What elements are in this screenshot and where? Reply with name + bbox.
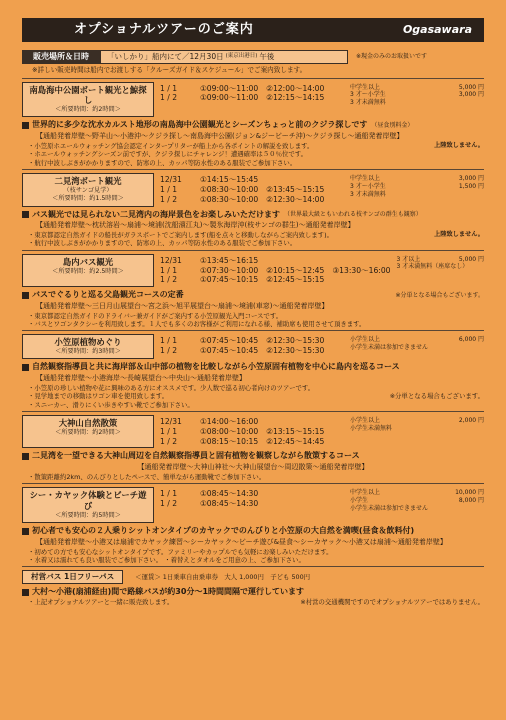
- divider: [22, 330, 484, 331]
- tour-plants: [22, 334, 484, 359]
- route: 【通船発着岸壁〜三日月山展望台〜宮之浜〜旭平展望台〜扇浦〜境浦(車窓)〜通船発着岸壁】: [36, 301, 329, 310]
- title-bar: [22, 18, 484, 42]
- note-line: ・東京都認定自然ガイドの船長がガラスボートでご案内します(船を点々と移動しながらご案内致します)。 上陸致しません。: [28, 231, 484, 239]
- tour-price: 中学生以上 10,000 円 小学生 8,000 円 小学生未満は参加できません: [350, 489, 484, 512]
- square-bullet-icon: [22, 453, 29, 460]
- note-line: ・小笠原ホエールウォッチング協会認定インタープリターが船上から各ポイントの解説を致します。 上陸致しません。: [28, 141, 484, 150]
- tour-whale-boat: [22, 82, 484, 118]
- tour-name-box: 小笠原植物めぐり ＜所要時間：約3時間＞: [22, 334, 154, 359]
- sales-value: 「いしかり」船内にて／12月30日 (東京出港日) 午後: [100, 50, 348, 64]
- section-title: バスでぐるりと巡る父島観光コースの定番 ※分単となる場合もございます。: [22, 290, 484, 300]
- section-title: 世界的に多少な沈水カルスト地形の南島海中公園観光とシーズンちょっと前のクジラ探しです （昼食別料金）: [22, 120, 484, 130]
- tour-price: 小学生以上 6,000 円 小学生未満は参加できません: [350, 336, 484, 352]
- cash-note: ※現金のみのお取扱いです: [356, 53, 428, 61]
- bus-pass: [22, 570, 484, 584]
- section-title: 大村〜小港(扇浦経由)間で路線バスが約30分〜1時間間隔で運行しています: [22, 587, 484, 597]
- bus-pass-fare: ＜運賃＞ 1日乗車自由乗車券 大人 1,000円 子ども 500円: [135, 573, 311, 582]
- route: 【通船発着岸壁〜小港海岸〜長崎展望台〜中央山〜通船発着岸壁】: [36, 373, 246, 382]
- note-line: ・初めての方でも安心なシットオンタイプです。ファミリーやカップルでも気軽にお楽しみいただけます。: [28, 547, 333, 556]
- square-bullet-icon: [22, 122, 29, 129]
- tour-name-box: 島内バス観光 ＜所要時間：約2.5時間＞: [22, 254, 154, 288]
- intro-note: ※詳しい販売時間は船内でお渡しする「クルーズガイド＆スケジュール」でご案内致します。: [32, 66, 307, 74]
- tour-futami-boat: [22, 173, 484, 207]
- note-line: ・上記オプショナルツアーと一緒に販売致します。 ※村営の交通機関ですのでオプショナルツアーではありません。: [28, 597, 484, 606]
- tour-schedule: 12/31 ①13:45〜16:15 1 / 1 ①07:30〜10:00 ②10:15〜12:45 ③13:30〜16:00 1 / 2 ①07:45〜10:15 ②12:45〜15:15: [160, 255, 391, 285]
- brand-name: Ogasawara: [402, 22, 472, 36]
- divider: [22, 411, 484, 412]
- tour-island-bus: [22, 254, 484, 288]
- note-line: ・水着又は濡れても良い服装でご参加下さい。 ・着替えとタオルをご用意の上、ご参加下さい。: [28, 555, 305, 564]
- route: 【通船発着岸壁〜枕状溶岩〜扇浦〜境浦(沈船濱江丸)〜製氷海岸沖(枝サンゴの群生)〜通船発着岸壁】: [36, 220, 355, 229]
- sales-info: [22, 50, 484, 64]
- note-line: ・バスとワゴンタクシーを利用致します。１人でも多くのお客様がご利用になれる様、補助席も使用させて頂きます。: [28, 320, 366, 329]
- divider: [22, 566, 484, 567]
- divider: [22, 483, 484, 484]
- note-line: ・航行中波しぶきがかかりますので、防寒の上、カッパ等防水性のある服装でご参加下さい。: [28, 158, 297, 167]
- square-bullet-icon: [22, 292, 29, 299]
- divider: [22, 250, 484, 251]
- note-line: ・ホエールウォッチングシーズン前ですが、クジラ探しにチャレンジ！遭遇確率は５０％位です。: [28, 150, 308, 159]
- square-bullet-icon: [22, 211, 29, 218]
- note-line: ・小笠原の珍しい植物や花に興味のある方にオススメです。少人数で巡る初心者向けのツアーです。: [28, 383, 315, 392]
- note-line: ・散策距離約2km、のんびりとしたペースで、簡単ながら運動靴でご参加下さい。: [28, 472, 266, 481]
- tour-price: 3 才以上 5,000 円 3 才未満無料（座席なし）: [396, 255, 484, 271]
- section-title: 初心者でも安心の２人乗りシットオンタイプのカヤックでのんびりと小笠原の大自然を満喫(昼食＆飲料付): [22, 526, 484, 536]
- tour-schedule: 1 / 1 ①07:45〜10:45 ②12:30〜15:30 1 / 2 ①07:45〜10:45 ②12:30〜15:30: [160, 336, 325, 356]
- section-title: バス観光では見られない二見湾内の海岸景色をお楽しみいただけます （世界最大級ともいわれる枝サンゴの群生も観察）: [22, 210, 484, 220]
- tour-name-box: 大神山自然散策 ＜所要時間：約2時間＞: [22, 415, 154, 449]
- square-bullet-icon: [22, 364, 29, 371]
- divider: [22, 169, 484, 170]
- tour-price: 中学生以上 5,000 円 3 才〜小学生 3,000 円 3 才未満無料: [350, 83, 484, 107]
- tour-price: 中学生以上 3,000 円 3 才〜小学生 1,500 円 3 才未満無料: [350, 174, 484, 198]
- bus-pass-label: 村営バス 1日フリーパス: [22, 570, 123, 584]
- tour-name-box: 南島海中公園ボート観光と鯨探し ＜所要時間：約2時間＞: [22, 82, 154, 118]
- tour-ogamiyama: [22, 415, 484, 449]
- section-title: 自然観察指導員と共に海岸部＆山中部の植物を比較しながら小笠原固有植物を中心に島内を巡るコース: [22, 362, 484, 372]
- note-line: ・見学地までの移動はワゴン車を使用致します。 ※分単となる場合もございます。: [28, 392, 484, 401]
- tour-flyer: [22, 18, 484, 710]
- route: 【通船発着岸壁〜野羊山〜小港沖〜クジラ探し〜南島海中公園(ジョン&ジービーチ沖)〜クジラ探し〜通船発着岸壁】: [36, 131, 404, 140]
- tour-schedule: 12/31 ①14:15〜15:45 1 / 1 ①08:30〜10:00 ②13:45〜15:15 1 / 2 ①08:30〜10:00 ②12:30〜14:00: [160, 174, 325, 204]
- tour-name-box: シー・カヤック体験とビーチ遊び ＜所要時間：約5時間＞: [22, 487, 154, 523]
- section-title: 二見湾を一望できる大神山周辺を自然観察指導員と固有植物を観察しながら散策するコース: [22, 451, 484, 461]
- note-line: ・航行中波しぶきがかかりますので、防寒の上、カッパ等防水性のある服装でご参加下さい。: [28, 239, 297, 248]
- route: 【通船発着岸壁〜大神山神社〜大神山展望台〜周辺散策〜通船発着岸壁】: [137, 462, 369, 471]
- note-line: ・東京都認定自然ガイドのドライバー兼ガイドがご案内する小笠原観光入門コースです。: [28, 311, 283, 320]
- square-bullet-icon: [22, 528, 29, 535]
- tour-price: 小学生以上 2,000 円 小学生未満無料: [350, 416, 484, 432]
- tour-kayak: [22, 487, 484, 523]
- square-bullet-icon: [22, 589, 29, 596]
- tour-schedule: 12/31 ①14:00〜16:00 1 / 1 ①08:00〜10:00 ②13:15〜15:15 1 / 2 ①08:15〜10:15 ②12:45〜14:45: [160, 416, 325, 446]
- route: 【通船発着岸壁〜小港又は扇浦でカヤック練習〜シーカヤック〜ビーチ遊び&昼食〜シーカヤック〜小港又は扇浦〜通船発着岸壁】: [36, 537, 447, 546]
- sales-label: 販売場所＆日時: [22, 50, 100, 64]
- note-line: ・スニーカー、滑りにくい歩きやすい靴でご参加下さい。: [28, 400, 194, 409]
- tour-schedule: 1 / 1 ①08:45〜14:30 1 / 2 ①08:45〜14:30: [160, 489, 259, 509]
- tour-name-box: 二見湾ボート観光 （枝サンゴ見学） ＜所要時間：約1.5時間＞: [22, 173, 154, 207]
- tour-schedule: 1 / 1 ①09:00〜11:00 ②12:00〜14:00 1 / 2 ①09:00〜11:00 ②12:15〜14:15: [160, 83, 325, 103]
- page-title: オプショナルツアーのご案内: [74, 21, 254, 37]
- divider: [22, 78, 484, 79]
